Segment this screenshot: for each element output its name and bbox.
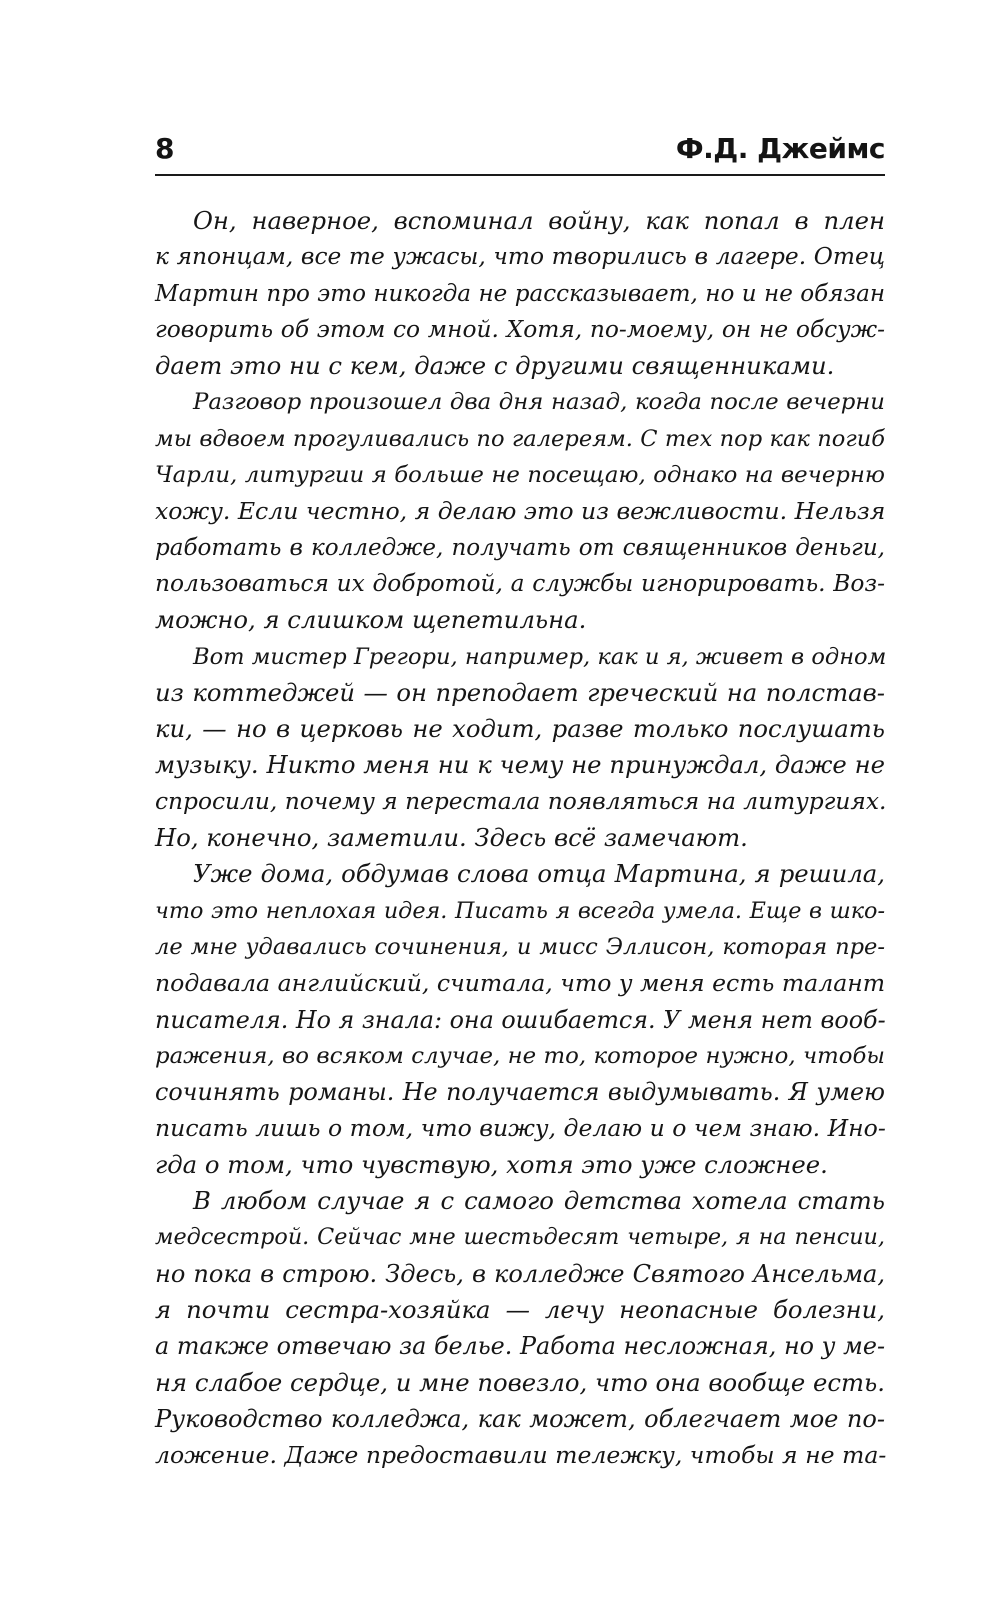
running-head-author: Ф.Д. Джеймс [675,132,885,165]
text-line: ле мне удавались сочинения, и мисс Эллисон, которая пре- [155,933,885,960]
text-line: подавала английский, считала, что у меня есть талант [155,969,886,998]
text-line: пользоваться их добротой, а службы игнорировать. Воз- [155,569,885,597]
text-line: из коттеджей — он преподает греческий на полстав- [155,677,885,707]
text-line: В любом случае я с самого детства хотела стать [193,1186,885,1216]
text-line: писателя. Но я знала: она ошибается. У меня нет вооб- [155,1005,886,1034]
text-line: что это неплохая идея. Писать я всегда умела. Еще в шко- [155,897,885,924]
paragraph [155,639,885,857]
text-line: ражения, во всяком случае, не то, которое нужно, чтобы [155,1042,885,1069]
text-line: хожу. Если честно, я делаю это из вежливости. Нельзя [155,497,886,526]
text-line: Но, конечно, заметили. Здесь всё замечают. [155,823,748,853]
page-number: 8 [155,132,175,165]
text-line: медсестрой. Сейчас мне шестьдесят четыре, я на пенсии, [155,1224,885,1251]
text-line: Уже дома, обдумав слова отца Мартина, я решила, [193,859,885,889]
text-line: а также отвечаю за белье. Работа несложная, но у ме- [155,1332,885,1361]
text-line: ки, — но в церковь не ходит, разве только послушать [155,714,885,744]
text-line: спросили, почему я перестала появляться на литургиях. [155,787,887,815]
text-line: Мартин про это никогда не рассказывает, но и не обязан [155,280,885,307]
paragraph [155,203,885,384]
running-head [155,130,885,176]
text-line: Чарли, литургии я больше не посещаю, однако на вечерню [155,462,885,489]
paragraph [155,384,885,638]
text-line: сочинять романы. Не получается выдумывать. Я умею [155,1078,885,1107]
text-line: мы вдвоем прогуливались по галереям. С тех пор как погиб [155,425,885,452]
body-text [155,203,885,1473]
text-line: гда о том, что чувствую, хотя это уже сложнее. [155,1149,828,1179]
text-line: Руководство колледжа, как может, облегчает мое по- [155,1404,885,1433]
text-line: я почти сестра-хозяйка — лечу неопасные болезни, [155,1294,885,1324]
text-line: ложение. Даже предоставили тележку, чтобы я не та- [155,1441,887,1470]
text-line: говорить об этом со мной. Хотя, по-моему, он не обсуж- [155,315,885,343]
text-line: музыку. Никто меня ни к чему не принуждал, даже не [155,750,885,780]
text-line: но пока в строю. Здесь, в колледже Святого Ансельма, [155,1259,885,1288]
text-line: дает это ни с кем, даже с другими священниками. [155,351,835,381]
paragraph [155,1183,885,1473]
text-line: можно, я слишком щепетильна. [155,605,587,635]
paragraph [155,856,885,1183]
text-line: Разговор произошел два дня назад, когда после вечерни [193,389,885,416]
text-line: ня слабое сердце, и мне повезло, что она вообще есть. [155,1367,885,1397]
text-line: работать в колледже, получать от священников деньги, [155,534,885,561]
text-line: писать лишь о том, что вижу, делаю и о чем знаю. Ино- [155,1114,886,1143]
text-line: к японцам, все те ужасы, что творились в лагере. Отец [155,243,885,271]
text-line: Он, наверное, вспоминал войну, как попал в плен [193,206,885,235]
text-line: Вот мистер Грегори, например, как и я, живет в одном [193,643,887,670]
